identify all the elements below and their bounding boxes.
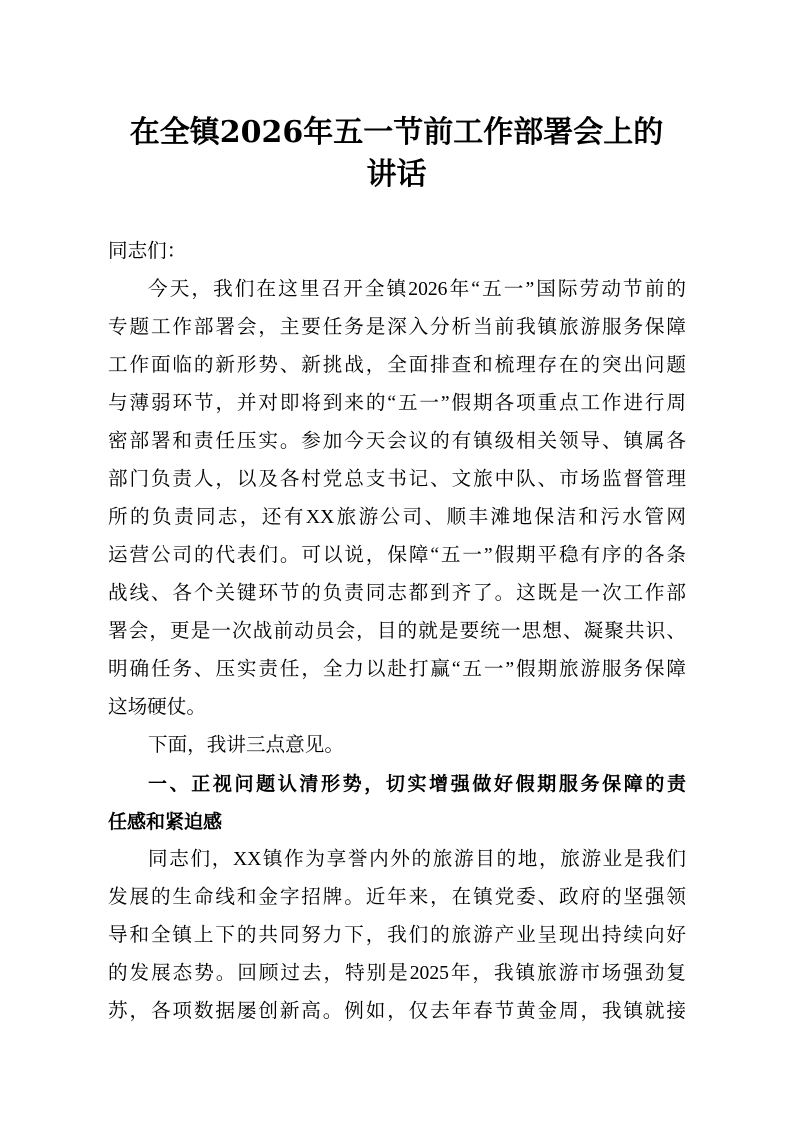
document-title (0, 112, 793, 196)
paragraph (108, 727, 686, 765)
text-line: 苏，各项数据屡创新高。例如，仅去年春节黄金周，我镇就接 (108, 1001, 686, 1022)
paragraph (108, 841, 686, 1031)
text-line: 任感和紧迫感 (108, 811, 223, 833)
text-line: 明确任务、压实责任，全力以赴打赢“五一”假期旅游服务保障 (108, 659, 686, 680)
text-line: 运营公司的代表们。可以说，保障“五一”假期平稳有序的各条 (108, 545, 686, 566)
title-line-1: 在全镇2026年五一节前工作部署会上的 (129, 115, 664, 150)
text-line: 同志们，XX镇作为享誉内外的旅游目的地，旅游业是我们 (148, 849, 686, 870)
text-line: 工作面临的新形势、新挑战，全面排查和梳理存在的突出问题 (108, 355, 686, 376)
text-line: 所的负责同志，还有XX旅游公司、顺丰滩地保洁和污水管网 (108, 507, 686, 528)
text-line: 导和全镇上下的共同努力下，我们的旅游产业呈现出持续向好 (108, 925, 686, 946)
paragraph (108, 271, 686, 727)
text-line: 这场硬仗。 (108, 697, 206, 718)
text-line: 密部署和责任压实。参加今天会议的有镇级相关领导、镇属各 (108, 431, 686, 452)
document-body (108, 233, 686, 1031)
text-line: 署会，更是一次战前动员会，目的就是要统一思想、凝聚共识、 (108, 621, 686, 642)
text-line: 部门负责人，以及各村党总支书记、文旅中队、市场监督管理 (108, 469, 686, 490)
text-line: 专题工作部署会，主要任务是深入分析当前我镇旅游服务保障 (108, 317, 686, 338)
section-heading (108, 765, 686, 841)
text-line: 的发展态势。回顾过去，特别是2025年，我镇旅游市场强劲复 (108, 963, 686, 984)
salutation: 同志们： (108, 241, 187, 262)
text-line: 与薄弱环节，并对即将到来的“五一”假期各项重点工作进行周 (108, 393, 686, 414)
title-line-2: 讲话 (366, 157, 427, 192)
text-line: 下面，我讲三点意见。 (148, 735, 344, 756)
text-line: 战线、各个关键环节的负责同志都到齐了。这既是一次工作部 (108, 583, 686, 604)
text-line: 今天，我们在这里召开全镇2026年“五一”国际劳动节前的 (148, 279, 686, 300)
text-line: 一、正视问题认清形势，切实增强做好假期服务保障的责 (148, 773, 686, 795)
text-line: 发展的生命线和金字招牌。近年来，在镇党委、政府的坚强领 (108, 887, 686, 908)
